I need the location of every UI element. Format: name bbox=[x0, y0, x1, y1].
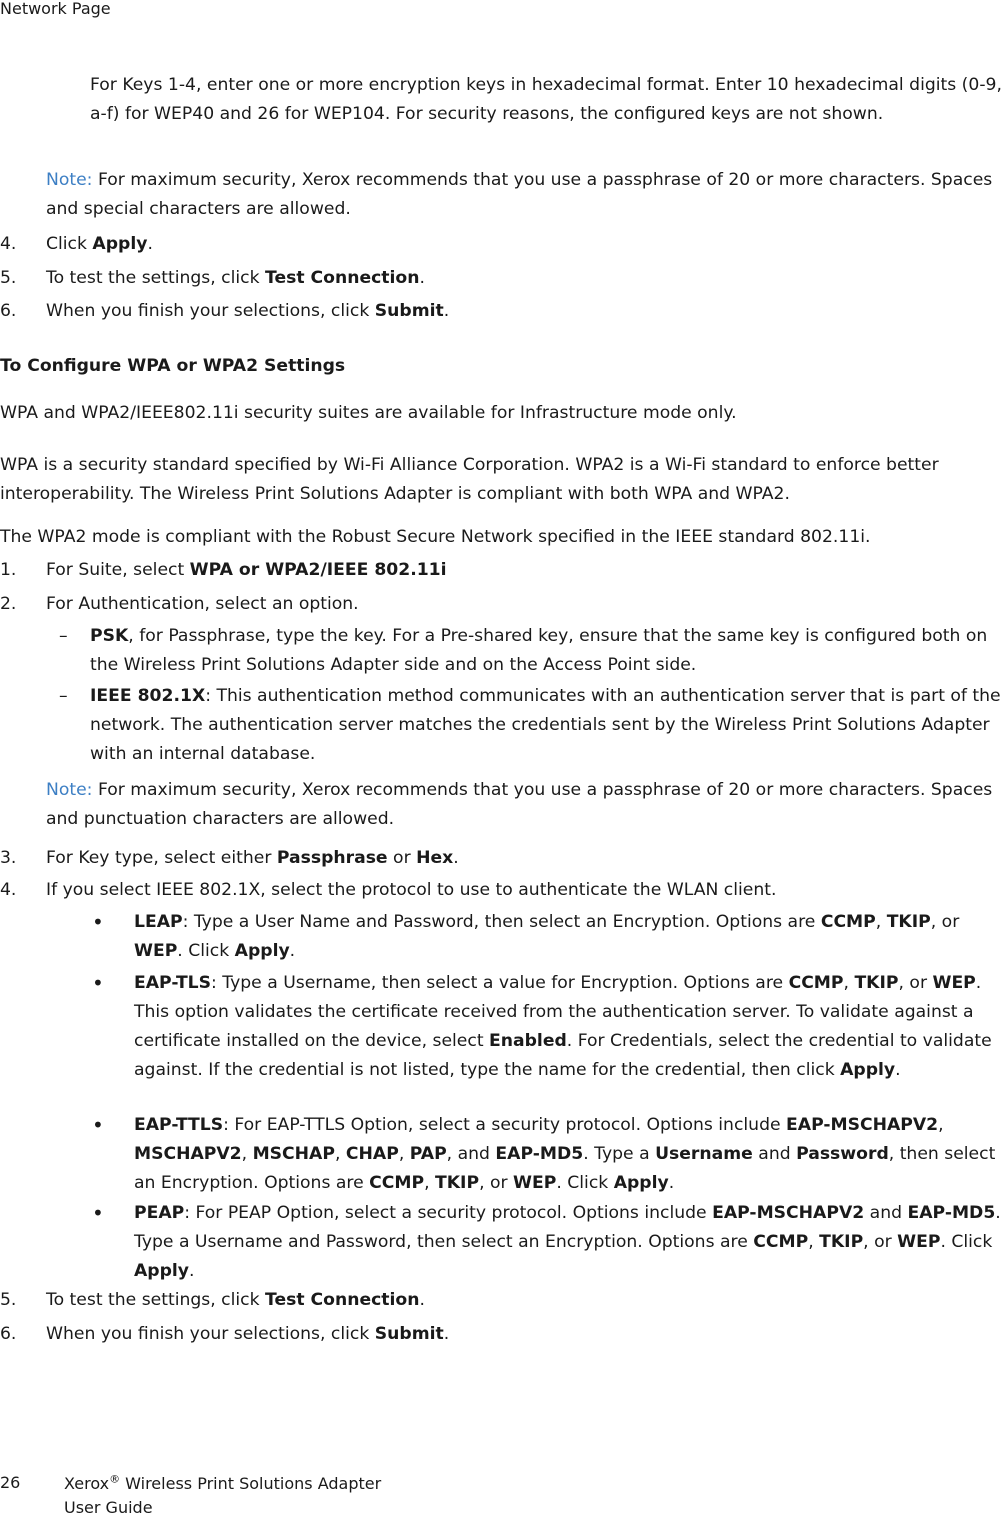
submit-label: Submit bbox=[374, 301, 444, 321]
step-2: 2. For Authentication, select an option. bbox=[0, 590, 1000, 619]
step-number: 4. bbox=[0, 234, 17, 254]
submit-label: Submit bbox=[374, 1324, 444, 1344]
step-6: 6. When you finish your selections, click Submit. bbox=[0, 297, 1000, 326]
footer-guide: User Guide bbox=[64, 1498, 153, 1517]
note-1-text: For maximum security, Xerox recommends that you use a passphrase of 20 or more characters. Spaces and special characters are allowed. bbox=[46, 170, 993, 219]
dash-marker: – bbox=[59, 626, 68, 646]
bullet-marker: • bbox=[92, 910, 104, 934]
step-3: 3. For Key type, select either Passphrase or Hex. bbox=[0, 844, 1000, 873]
suite-option-label: WPA or WPA2/IEEE 802.11i bbox=[189, 560, 447, 580]
para-2: WPA is a security standard specified by Wi-Fi Alliance Corporation. WPA2 is a Wi-Fi standard to enforce better interoperability. The Wireless Print Solutions Adapter is compliant with both WPA and WPA2. bbox=[0, 455, 939, 504]
step-number: 1. bbox=[0, 560, 17, 580]
note-label: Note: bbox=[46, 780, 93, 800]
page-number: 26 bbox=[0, 1473, 21, 1492]
keys-paragraph: For Keys 1-4, enter one or more encryption keys in hexadecimal format. Enter 10 hexadecimal digits (0-9, a-f) for WEP40 and 26 for WEP104. For security reasons, the configured keys are not shown. bbox=[90, 75, 1002, 124]
protocol-eap-tls: • EAP-TLS: Type a Username, then select a value for Encryption. Options are CCMP, TKIP, or WEP. This option validates the certificate received from the authentication server. To validate against a certificate installed on the device, select Enabled. For Credentials, select the credential to validate against. If the credential is not listed, type the name for the credential, then click Apply. bbox=[92, 971, 992, 1080]
step-4: 4. Click Apply. bbox=[0, 230, 1000, 259]
section-heading: To Configure WPA or WPA2 Settings bbox=[0, 356, 346, 376]
bullet-marker: • bbox=[92, 1113, 104, 1137]
note-2: Note: For maximum security, Xerox recommends that you use a passphrase of 20 or more characters. Spaces and punctuation characters are allowed. bbox=[46, 780, 993, 829]
test-connection-label: Test Connection bbox=[265, 268, 420, 288]
auth-option-ieee: – IEEE 802.1X: This authentication method communicates with an authentication server that is part of the network. The authentication server matches the credentials sent by the Wireless Print Solutions Adapter with an internal database. bbox=[0, 682, 1007, 769]
test-connection-label: Test Connection bbox=[265, 1290, 420, 1310]
step-number: 4. bbox=[0, 880, 17, 900]
para-3: The WPA2 mode is compliant with the Robust Secure Network specified in the IEEE standard 802.11i. bbox=[0, 527, 871, 547]
dash-marker: – bbox=[59, 686, 68, 706]
ieee-label: IEEE 802.1X bbox=[90, 686, 206, 706]
note-label: Note: bbox=[46, 170, 93, 190]
step-number: 6. bbox=[0, 301, 17, 321]
auth-option-psk: – PSK, for Passphrase, type the key. For a Pre-shared key, ensure that the same key is configured both on the Wireless Print Solutions Adapter side and on the Access Point side. bbox=[0, 622, 1007, 680]
step-1: 1. For Suite, select WPA or WPA2/IEEE 802.11i bbox=[0, 556, 1000, 585]
running-header: Network Page bbox=[0, 0, 111, 18]
step-4b: 4. If you select IEEE 802.1X, select the protocol to use to authenticate the WLAN client. bbox=[0, 876, 1000, 905]
step-5b: 5. To test the settings, click Test Connection. bbox=[0, 1286, 1000, 1315]
step-number: 2. bbox=[0, 594, 17, 614]
protocol-eap-ttls: • EAP-TTLS: For EAP-TTLS Option, select a security protocol. Options include EAP-MSCHAPV2, MSCHAPV2, MSCHAP, CHAP, PAP, and EAP-MD5. Type a Username and Password, then select an Encryption. Options are CCMP, TKIP, or WEP. Click Apply. bbox=[92, 1113, 996, 1193]
step-5: 5. To test the settings, click Test Connection. bbox=[0, 264, 1000, 293]
step-number: 6. bbox=[0, 1324, 17, 1344]
psk-label: PSK bbox=[90, 626, 129, 646]
protocol-leap: • LEAP: Type a User Name and Password, then select an Encryption. Options are CCMP, TKIP, or WEP. Click Apply. bbox=[92, 910, 960, 961]
note-1 bbox=[46, 166, 1007, 224]
step-6b: 6. When you finish your selections, click Submit. bbox=[0, 1320, 1000, 1349]
apply-label: Apply bbox=[92, 234, 148, 254]
bullet-marker: • bbox=[92, 1201, 104, 1225]
footer-title: Xerox® Wireless Print Solutions Adapter User Guide bbox=[64, 1472, 381, 1520]
step-number: 5. bbox=[0, 1290, 17, 1310]
para-1: WPA and WPA2/IEEE802.11i security suites are available for Infrastructure mode only. bbox=[0, 403, 737, 423]
protocol-peap: • PEAP: For PEAP Option, select a security protocol. Options include EAP-MSCHAPV2 and EAP-MD5. Type a Username and Password, then select an Encryption. Options are CCMP, TKIP, or WEP. Click Apply. bbox=[92, 1201, 1001, 1281]
step-number: 5. bbox=[0, 268, 17, 288]
step-number: 3. bbox=[0, 848, 17, 868]
bullet-marker: • bbox=[92, 971, 104, 995]
